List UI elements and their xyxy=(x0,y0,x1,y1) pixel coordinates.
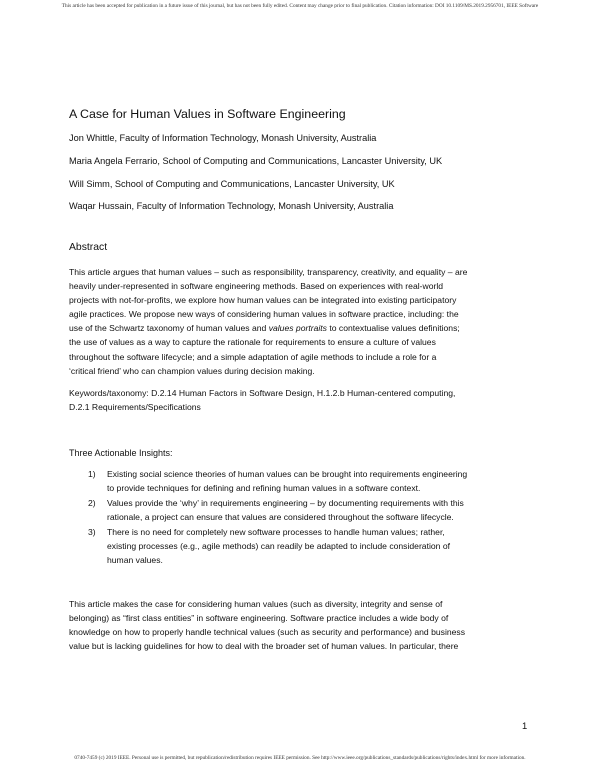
values-portraits-term: values portraits xyxy=(268,323,327,334)
insight-line: existing processes (e.g., agile methods) can readily be adapted to include consideration of xyxy=(107,541,450,551)
insight-line: to provide techniques for defining and refining human values in a software context. xyxy=(107,483,421,493)
page-number: 1 xyxy=(522,720,528,731)
abstract-heading: Abstract xyxy=(69,242,108,253)
insight-line: Values provide the ‘why’ in requirements engineering – by documenting requirements with this xyxy=(107,498,464,508)
abstract-line: heavily under-represented in software engineering methods. Based on experiences with real-world xyxy=(69,281,444,292)
keywords-line: Keywords/taxonomy: D.2.14 Human Factors in Software Design, H.1.2.b Human-centered computing, xyxy=(69,388,456,398)
author-line: Maria Angela Ferrario, School of Computing and Communications, Lancaster University, UK xyxy=(69,156,443,166)
author-line: Waqar Hussain, Faculty of Information Technology, Monash University, Australia xyxy=(69,201,394,211)
abstract-line: agile practices. We propose new ways of considering human values in software practice, including: the xyxy=(69,309,459,320)
insight-line: Existing social science theories of human values can be brought into requirements engineering xyxy=(107,469,468,479)
insight-number: 1) xyxy=(88,469,96,479)
copyright-notice: 0740-7459 (c) 2019 IEEE. Personal use is permitted, but republication/redistribution requires IEEE permission. See http://www.ieee.org/publications_standards/publications/rights/index.html for more information. xyxy=(74,755,526,761)
article-title: A Case for Human Values in Software Engineering xyxy=(69,107,346,121)
insight-number: 3) xyxy=(88,527,96,537)
abstract-line: the use of values as a way to capture the rationale for requirements to ensure a culture of values xyxy=(69,337,436,348)
abstract-line: ‘critical friend’ who can champion values during decision making. xyxy=(69,365,315,376)
insight-line: There is no need for completely new software processes to handle human values; rather, xyxy=(107,527,445,537)
journal-notice: This article has been accepted for publication in a future issue of this journal, but has not been fully edited. Content may change prior to final publication. Citation information: DOI 10.1109/MS.2019.2956701, IEEE Software xyxy=(61,3,539,9)
abstract-line: This article argues that human values – such as responsibility, transparency, creativity, and equality – are xyxy=(69,267,468,277)
abstract-line-start: use of the Schwartz taxonomy of human values and xyxy=(69,323,267,334)
abstract-line: throughout the software lifecycle; and a simple adaptation of agile methods to include a role for a xyxy=(69,351,437,362)
body-line: belonging) as “first class entities” in software engineering. Software practice includes a wide body of xyxy=(69,613,449,624)
abstract-line-end: to contextualise values definitions; xyxy=(329,323,460,334)
author-line: Will Simm, School of Computing and Communications, Lancaster University, UK xyxy=(69,179,395,189)
insight-line: rationale, a project can ensure that values are considered throughout the software lifecycle. xyxy=(107,512,454,522)
body-line: value but is lacking guidelines for how to deal with the broader set of human values. In particular, there xyxy=(69,641,459,652)
body-paragraph xyxy=(69,597,539,653)
author-line: Jon Whittle, Faculty of Information Technology, Monash University, Australia xyxy=(69,133,377,143)
insight-line: human values. xyxy=(107,555,163,565)
body-line: knowledge on how to properly handle technical values (such as security and performance) and business xyxy=(69,627,466,638)
abstract-line xyxy=(69,321,539,335)
keywords-line: D.2.1 Requirements/Specifications xyxy=(69,402,201,413)
insight-number: 2) xyxy=(88,498,96,508)
insights-heading: Three Actionable Insights: xyxy=(69,448,173,458)
keywords xyxy=(69,386,539,414)
body-line: This article makes the case for considering human values (such as diversity, integrity and sense of xyxy=(69,599,443,609)
abstract-line: projects with not-for-profits, we explore how human values can be integrated into existing participatory xyxy=(69,295,457,306)
abstract-text xyxy=(69,265,539,378)
